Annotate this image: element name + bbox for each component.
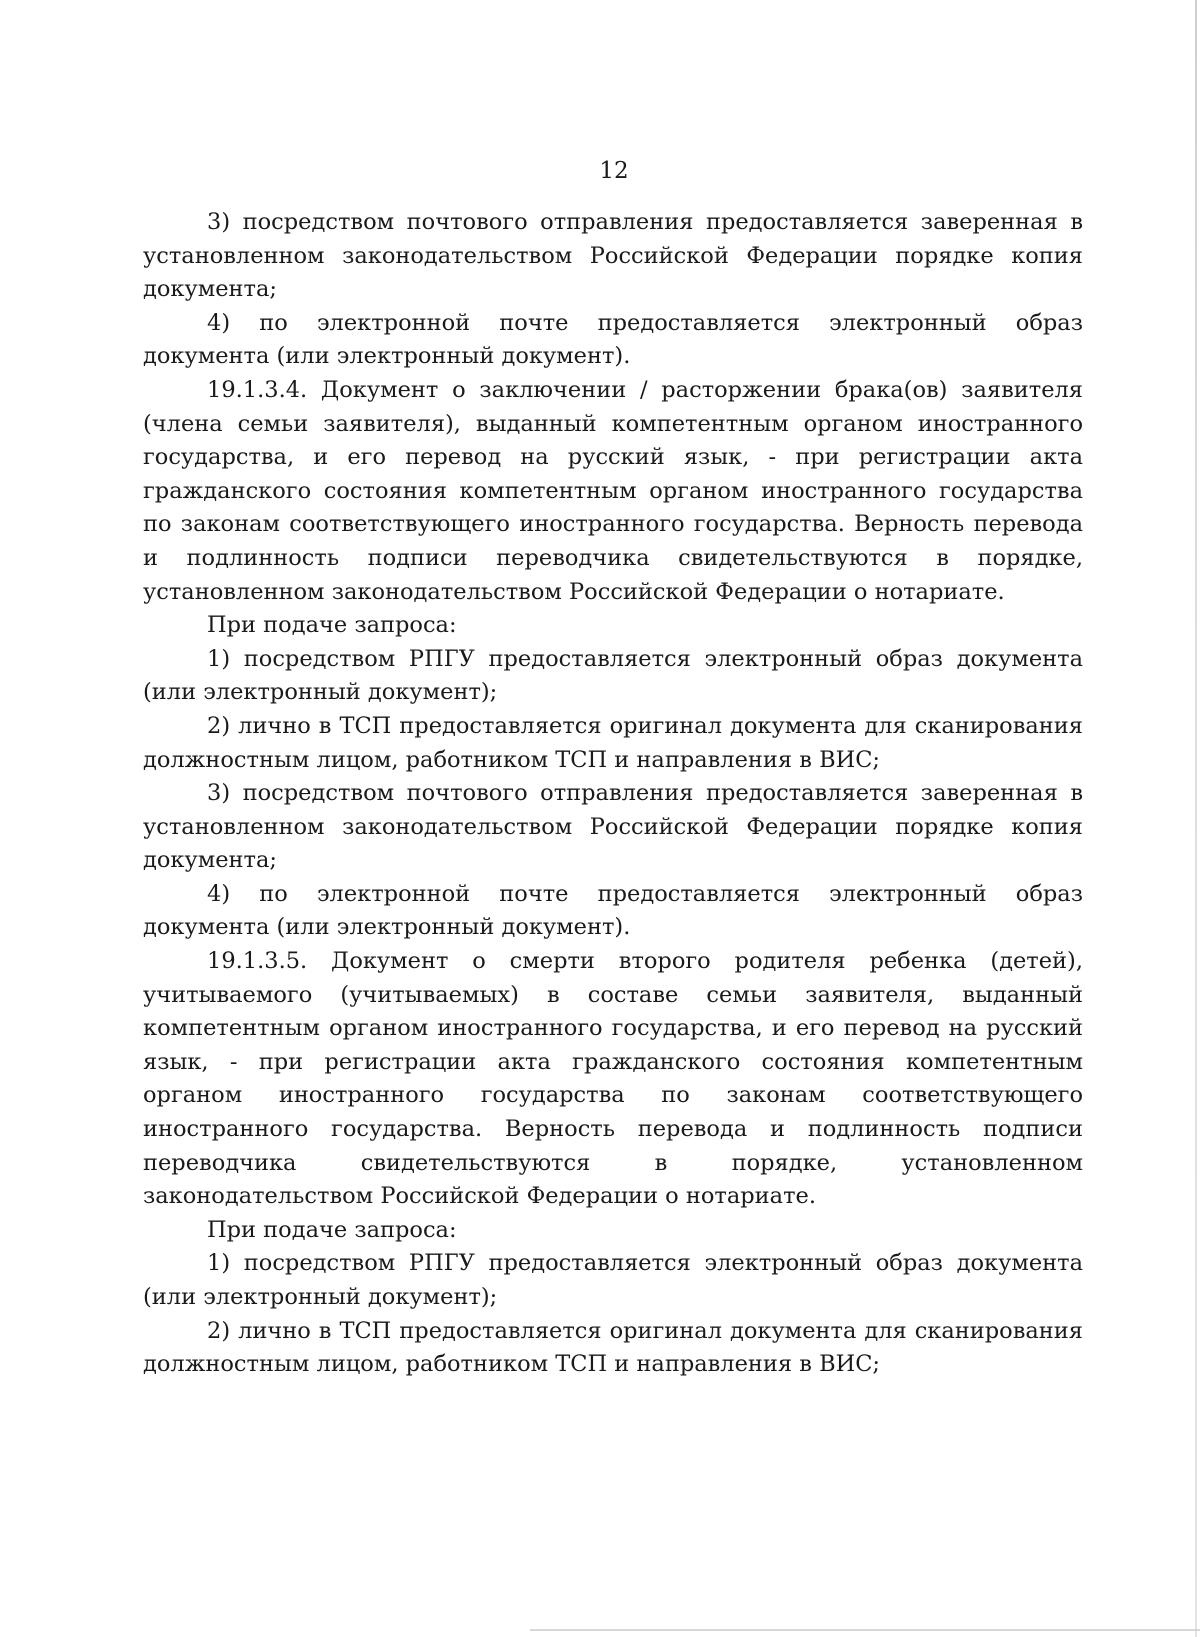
paragraph-postal-copy: 3) посредством почтового отправления предоставляется заверенная в установленном законодательством Российской Федерации порядке копия документа;: [143, 209, 1083, 303]
scan-edge-right: [1195, 0, 1197, 1637]
page-number: 12: [599, 158, 629, 184]
paragraph-rpgu: 1) посредством РПГУ предоставляется электронный образ документа (или электронный документ);: [143, 645, 1083, 706]
paragraph-postal-copy: 3) посредством почтового отправления предоставляется заверенная в установленном законодательством Российской Федерации порядке копия документа;: [143, 780, 1083, 874]
paragraph-19-1-3-4: 19.1.3.4. Документ о заключении / расторжении брака(ов) заявителя (члена семьи заявителя), выданный компетентным органом иностранного государства, и его перевод на русский язык, - при регистрации акта гражданского состояния компетентным органом иностранного государства по законам соответствующего иностранного государства. Верность перевода и подлинность подписи переводчика свидетельствуются в порядке, установленном законодательством Российской Федерации о нотариате.: [143, 376, 1083, 605]
paragraph-tsp-in-person: 2) лично в ТСП предоставляется оригинал документа для сканирования должностным лицом, работником ТСП и направления в ВИС;: [143, 1317, 1083, 1378]
paragraph-email-image: 4) по электронной почте предоставляется электронный образ документа (или электронный документ).: [143, 309, 1083, 370]
paragraph-request-intro: При подаче запроса:: [207, 1216, 457, 1243]
scan-edge-bottom: [530, 1629, 1200, 1631]
paragraph-email-image: 4) по электронной почте предоставляется электронный образ документа (или электронный документ).: [143, 880, 1083, 941]
document-body: [143, 206, 1083, 1382]
paragraph-request-intro: При подаче запроса:: [207, 612, 457, 639]
paragraph-tsp-in-person: 2) лично в ТСП предоставляется оригинал документа для сканирования должностным лицом, работником ТСП и направления в ВИС;: [143, 712, 1083, 773]
paragraph-rpgu: 1) посредством РПГУ предоставляется электронный образ документа (или электронный документ);: [143, 1250, 1083, 1310]
paragraph-19-1-3-5: 19.1.3.5. Документ о смерти второго родителя ребенка (детей), учитываемого (учитываемых) в составе семьи заявителя, выданный компетентным органом иностранного государства, и его перевод на русский язык, - при регистрации акта гражданского состояния компетентным органом иностранного государства по законам соответствующего иностранного государства. Верность перевода и подлинность подписи переводчика свидетельствуются в порядке, установленном законодательством Российской Федерации о нотариате.: [143, 948, 1083, 1210]
